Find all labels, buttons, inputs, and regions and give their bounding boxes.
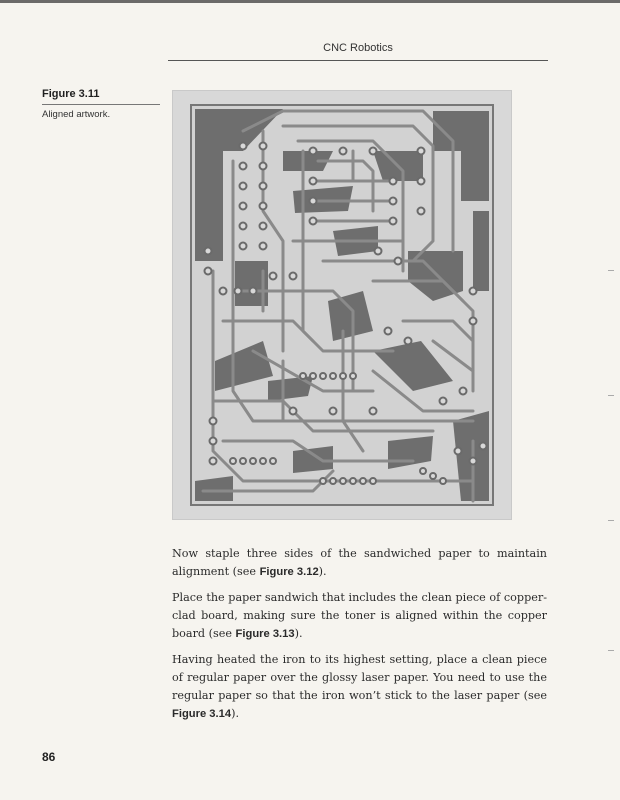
pcb-artwork-figure xyxy=(172,90,512,520)
margin-mark xyxy=(608,270,614,271)
top-edge-rule xyxy=(0,0,620,3)
paragraph-text: ). xyxy=(318,565,327,578)
margin-mark xyxy=(608,395,614,396)
paragraph-text: ). xyxy=(294,627,303,640)
paragraph-text: Place the paper sandwich that includes the clean piece of copper-clad board, making sure the toner is aligned within the copper board (see xyxy=(172,591,547,640)
margin-mark xyxy=(608,520,614,521)
figure-reference: Figure 3.14 xyxy=(172,708,232,720)
header-rule xyxy=(168,60,548,61)
paragraph xyxy=(172,651,547,723)
page-number: 86 xyxy=(42,750,56,764)
paragraph-text: Having heated the iron to its highest setting, place a clean piece of regular paper over the glossy laser paper. You need to use the regular paper so that the iron won’t stick to the laser paper (see xyxy=(172,653,547,702)
figure-label: Figure 3.11 xyxy=(42,88,100,100)
pcb-artwork-image xyxy=(173,91,511,519)
paragraph xyxy=(172,545,547,581)
paragraph-text: Now staple three sides of the sandwiched paper to maintain alignment (see xyxy=(172,547,547,578)
body-text xyxy=(172,545,547,731)
figure-label-rule xyxy=(42,104,160,105)
figure-reference: Figure 3.12 xyxy=(259,566,319,578)
paragraph-text: ). xyxy=(231,707,239,720)
margin-mark xyxy=(608,650,614,651)
figure-reference: Figure 3.13 xyxy=(235,628,295,640)
figure-caption: Aligned artwork. xyxy=(42,109,111,120)
paragraph xyxy=(172,589,547,643)
running-head: CNC Robotics xyxy=(323,42,393,54)
